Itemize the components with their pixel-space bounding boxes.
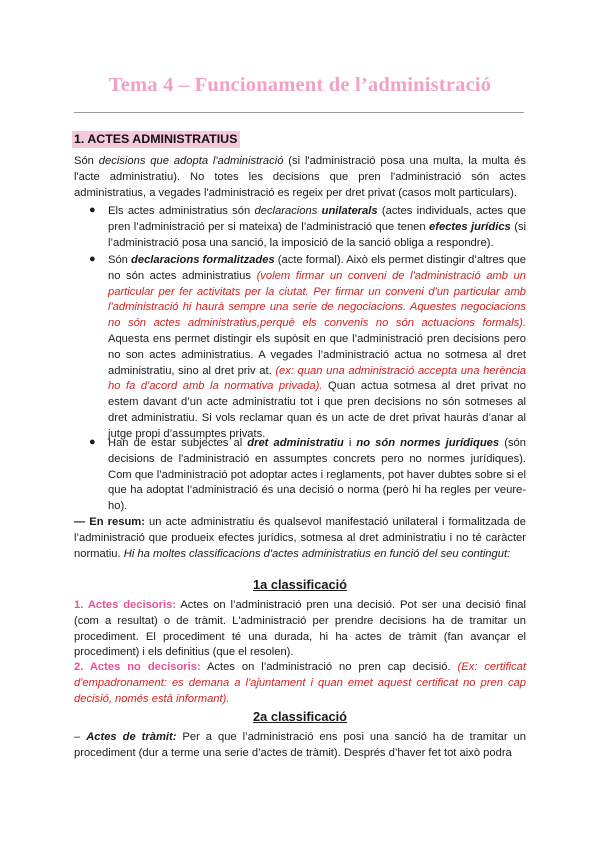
item-label: Actes de tràmit: (86, 731, 177, 743)
item-text: Actes on l’administració no pren cap decisió. (200, 661, 458, 673)
bullet-dot: ● (89, 253, 96, 265)
bullet-text: Són (108, 254, 132, 266)
bullet-emphasis: declaracions (254, 205, 322, 217)
bullet-text: i (343, 437, 357, 449)
subheading-first-classification: 1a classificació (253, 577, 347, 592)
classification-item-decisory (74, 598, 526, 661)
bullet-text: (són decisions de l'administració en assumptes concrets pero no normes jurídiques). Com que l’administració pot adoptar actes i reglaments, pot haver dubtes sobre si el que ha adoptat l’administració és una decisió o norma (però hi ha regles per veure-ho). (108, 437, 526, 513)
bullet-emphasis: declaracions formalitzades (131, 254, 275, 266)
example-note: (ex: quan una administració accepta una herència ho fa d'acord amb la normativa privada). (108, 364, 526, 393)
bullet-item-unilateral (108, 204, 526, 251)
bullet-item-subject (108, 436, 526, 515)
bullet-text: (actes individuals, actes que pren l’administració per si mateixa) de l’administració que tenen (108, 205, 526, 233)
example-note: (Ex: certificat d'empadronament: es demana a l'ajuntament i quan emet aquest certificat no pren cap decisió, només està informant). (74, 661, 526, 705)
bullet-text: Aquesta ens permet distingir els supòsit en que l’administració pren decisions pero no son actes administratius. A vegades l’administració actua no sotmesa al dret administratiu, sino al dret priv at. (108, 332, 526, 377)
classification-item-procedural (74, 730, 526, 762)
bullet-text: (si l’administració posa una sanció, la imposició de la sanció obliga a respondre). (108, 220, 527, 249)
bullet-dot: ● (89, 436, 96, 448)
section-heading: 1. ACTES ADMINISTRATIUS (72, 131, 240, 148)
summary-text: un acte administratiu és qualsevol manifestació unilateral i formalitzada de l’administració que produeix efectes jurídics, sotmesa al dret administratiu i no té caràcter normatiu. (74, 516, 526, 560)
bullet-text: Han de estar subjectes al (108, 437, 248, 449)
summary-italic: Hi ha moltes classificacions d'actes administratius en funció del seu contingut: (123, 547, 511, 560)
page-title: Tema 4 – Funcionament de l’administració (108, 74, 492, 96)
classification-item-non-decisory (74, 660, 526, 707)
bullet-emphasis: efectes jurídics (429, 220, 511, 233)
intro-emphasis: decisions que adopta l'administració (98, 155, 284, 167)
subheading-second-classification: 2a classificació (253, 709, 347, 724)
bullet-emphasis: dret administratiu (247, 437, 344, 449)
item-text: Per a que l’administració ens posi una sanció ha de tramitar un procediment (dur a terme una serie d’actes de tràmit). Després d’haver fet tot això podra (74, 731, 526, 759)
bullet-item-formal (108, 253, 526, 443)
title-divider (74, 112, 524, 113)
bullet-text: Quan actua sotmesa al dret privat no estem davant d’un acte administratiu tot i que pren decisions no són sotmeses al dret administratiu. Si vols reclamar quan és un acte de dret privat hauràs d’anar al jutge propi d’assumptes privats. (108, 380, 527, 440)
item-label: 1. Actes decisoris: (74, 599, 177, 611)
bullet-emphasis: unilaterals (321, 205, 378, 217)
bullet-text: (acte formal). Això els permet distingir d’altres que no són actes administratius (108, 254, 526, 282)
intro-paragraph (74, 154, 526, 201)
item-text: Actes on l’administració pren una decisió. Pot ser una decisió final (com a resultat) o de tràmit. L'administració per prendre decisions ha de tramitar un procediment. El procediment té una durada, hi ha actes de tràmit (fan avançar el procediment) i els definitius (que el resolen). (74, 599, 526, 659)
summary-label: — En resum: (74, 516, 145, 528)
intro-text: Són (74, 155, 99, 167)
intro-text: (si l'administració posa una multa, la multa és l'acte administratiu). No totes les decisions que pren l'administració són actes administratius, a vegades l'administració es regeix per dret privat (casos molt particulars). (74, 155, 526, 199)
bullet-text: Els actes administratius són (108, 205, 255, 217)
summary-paragraph (74, 515, 526, 562)
bullet-emphasis: no són normes jurídiques (356, 437, 500, 449)
example-note: (volem firmar un conveni de l'administració amb un particular per fer activitats per la ciutat. Per firmar un conveni d'un particular amb l'administració hi haurà sempre una serie de negociacions. Aquestes negociacions no són actes administratius,perquè els convenis no són actuacions formals). (108, 269, 526, 330)
item-dash: – (74, 731, 87, 743)
bullet-dot: ● (89, 204, 96, 216)
item-label: 2. Actes no decisoris: (74, 661, 201, 673)
